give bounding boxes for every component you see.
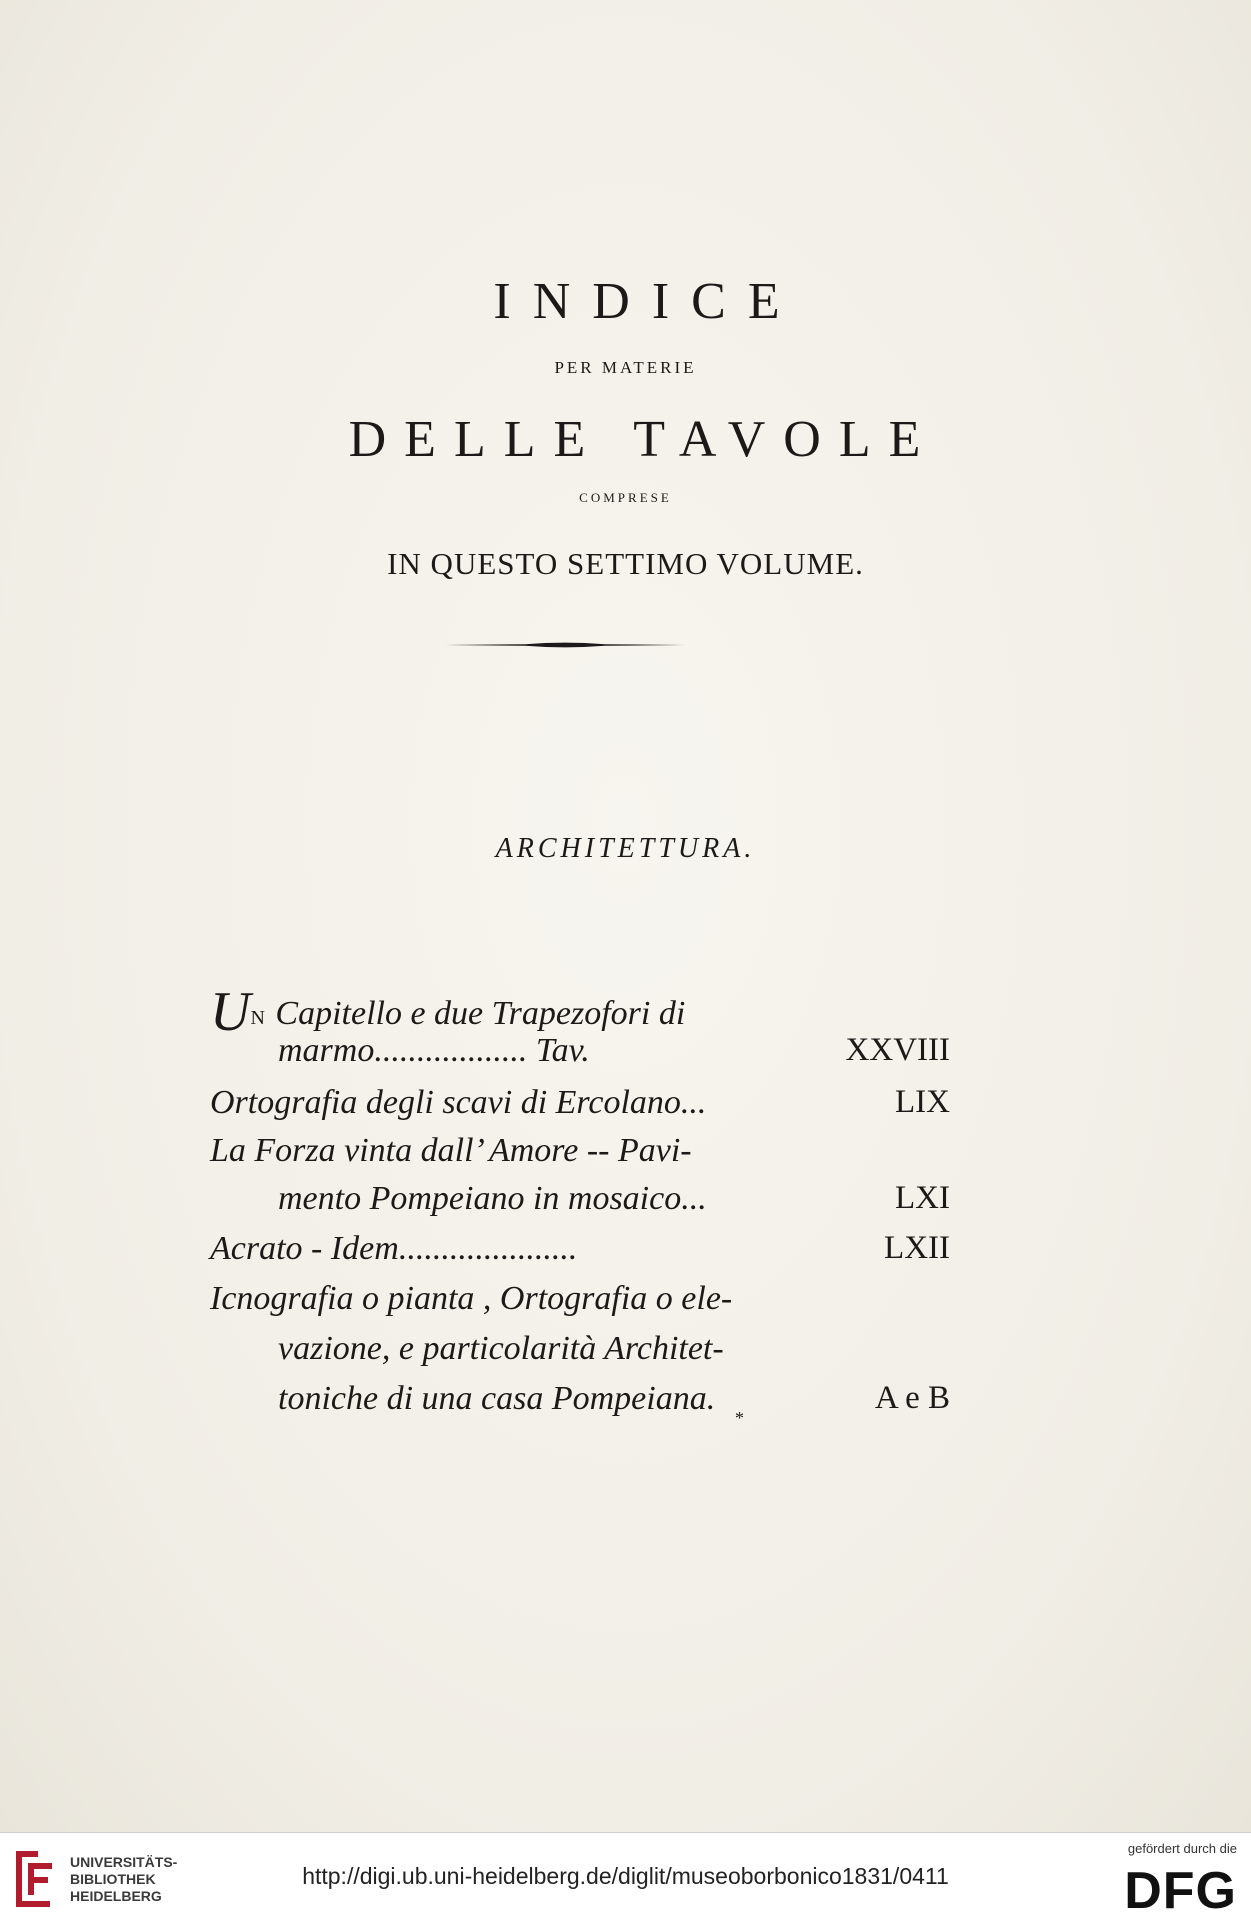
index-title: INDICE [493, 273, 802, 330]
subtitle-per-materie: PER MATERIE [554, 358, 697, 377]
entry-2-line-1: Ortografia degli scavi di Ercolano... [210, 1084, 707, 1121]
funding-note: gefördert durch die [1127, 1841, 1237, 1856]
dfg-logo[interactable]: DFG [1124, 1862, 1237, 1920]
footnote-mark: * [735, 1408, 744, 1428]
entry-1-line-2: marmo.................. Tav. [278, 1032, 590, 1069]
section-heading: ARCHITETTURA. [495, 833, 756, 864]
entry-3-line-2: mento Pompeiano in mosaico... [278, 1180, 707, 1217]
entry-3-line-1: La Forza vinta dall’ Amore -- Pavi- [210, 1132, 692, 1169]
viewer-footer [0, 1832, 1251, 1925]
library-name-line-1: UNIVERSITÄTS- [70, 1854, 178, 1870]
entry-2-plate: LIX [895, 1084, 950, 1120]
subtitle-delle-tavole: DELLE TAVOLE [348, 411, 939, 468]
library-name-line-3: HEIDELBERG [70, 1888, 162, 1904]
subtitle-volume: IN QUESTO SETTIMO VOLUME. [387, 546, 864, 581]
ornamental-rule [445, 641, 685, 649]
entry-1-plate: XXVIII [845, 1032, 950, 1068]
drop-cap: U [210, 981, 251, 1043]
entry-3-plate: LXI [895, 1180, 950, 1216]
entry-5-line-3: toniche di una casa Pompeiana. [278, 1380, 716, 1417]
entry-5-line-2: vazione, e particolarità Architet- [278, 1330, 724, 1367]
entry-4-line-1: Acrato - Idem..................... [210, 1230, 578, 1267]
entry-5-line-1: Icnografia o pianta , Ortografia o ele- [210, 1280, 733, 1317]
library-name-line-2: BIBLIOTHEK [70, 1871, 156, 1887]
entry-1-text: Capitello e due Trapezofori di [266, 995, 686, 1032]
entry-1-line-1 [210, 980, 686, 1043]
permalink-url[interactable]: http://digi.ub.uni-heidelberg.de/diglit/museoborbonico1831/0411 [302, 1863, 949, 1889]
entry-4-plate: LXII [884, 1230, 950, 1266]
entry-5-plate: A e B [874, 1380, 950, 1416]
entry-1-smallcap: N [250, 1007, 267, 1029]
subtitle-comprese: COMPRESE [579, 490, 672, 505]
